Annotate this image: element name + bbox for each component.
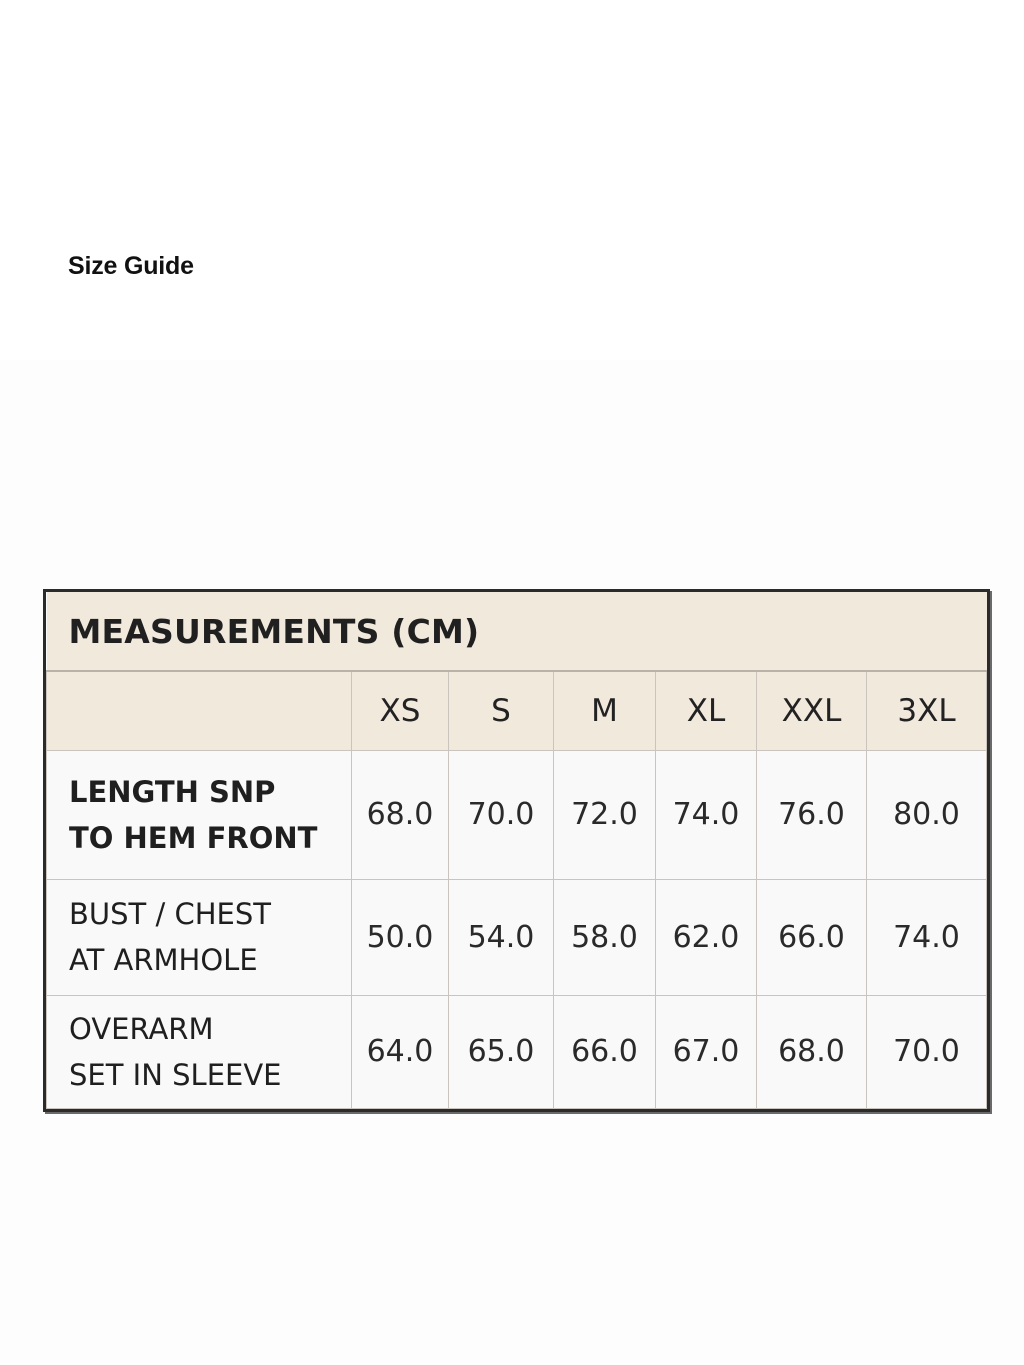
table-cell: 65.0	[449, 995, 554, 1108]
row-label-length	[47, 751, 352, 879]
row-label-line: AT ARMHOLE	[69, 943, 258, 978]
page-header-area	[0, 0, 1024, 360]
row-label-line: BUST / CHEST	[69, 897, 271, 932]
table-cell: 64.0	[352, 995, 449, 1108]
table-cell: 67.0	[656, 995, 757, 1108]
table-row-length	[47, 751, 987, 879]
table-cell: 66.0	[757, 879, 867, 995]
column-header-m: M	[554, 671, 656, 751]
table-title-row	[47, 592, 987, 671]
column-header-3xl: 3XL	[867, 671, 987, 751]
table-title: MEASUREMENTS (CM)	[68, 611, 480, 651]
size-table	[46, 592, 987, 1109]
table-cell: 76.0	[757, 751, 867, 879]
column-header-xs: XS	[352, 671, 449, 751]
table-cell: 54.0	[449, 879, 554, 995]
table-cell: 74.0	[656, 751, 757, 879]
row-label-line: TO HEM FRONT	[69, 820, 318, 855]
row-label-overarm	[47, 995, 352, 1108]
header-corner-cell	[47, 671, 352, 751]
table-row-overarm	[47, 995, 987, 1108]
page-title: Size Guide	[68, 252, 194, 280]
row-label-line: LENGTH SNP	[69, 774, 276, 809]
table-cell: 66.0	[554, 995, 656, 1108]
row-label-bust	[47, 879, 352, 995]
column-header-xl: XL	[656, 671, 757, 751]
table-cell: 62.0	[656, 879, 757, 995]
table-cell: 70.0	[449, 751, 554, 879]
table-cell: 68.0	[352, 751, 449, 879]
table-cell: 70.0	[867, 995, 987, 1108]
table-cell: 80.0	[867, 751, 987, 879]
table-cell: 50.0	[352, 879, 449, 995]
table-header-row	[47, 671, 987, 751]
table-cell: 68.0	[757, 995, 867, 1108]
column-header-xxl: XXL	[757, 671, 867, 751]
column-header-s: S	[449, 671, 554, 751]
table-cell: 74.0	[867, 879, 987, 995]
row-label-line: SET IN SLEEVE	[69, 1057, 282, 1092]
row-label-line: OVERARM	[69, 1011, 214, 1046]
table-row-bust	[47, 879, 987, 995]
table-cell: 72.0	[554, 751, 656, 879]
size-chart	[43, 589, 990, 1112]
table-title-cell	[47, 592, 987, 671]
table-cell: 58.0	[554, 879, 656, 995]
